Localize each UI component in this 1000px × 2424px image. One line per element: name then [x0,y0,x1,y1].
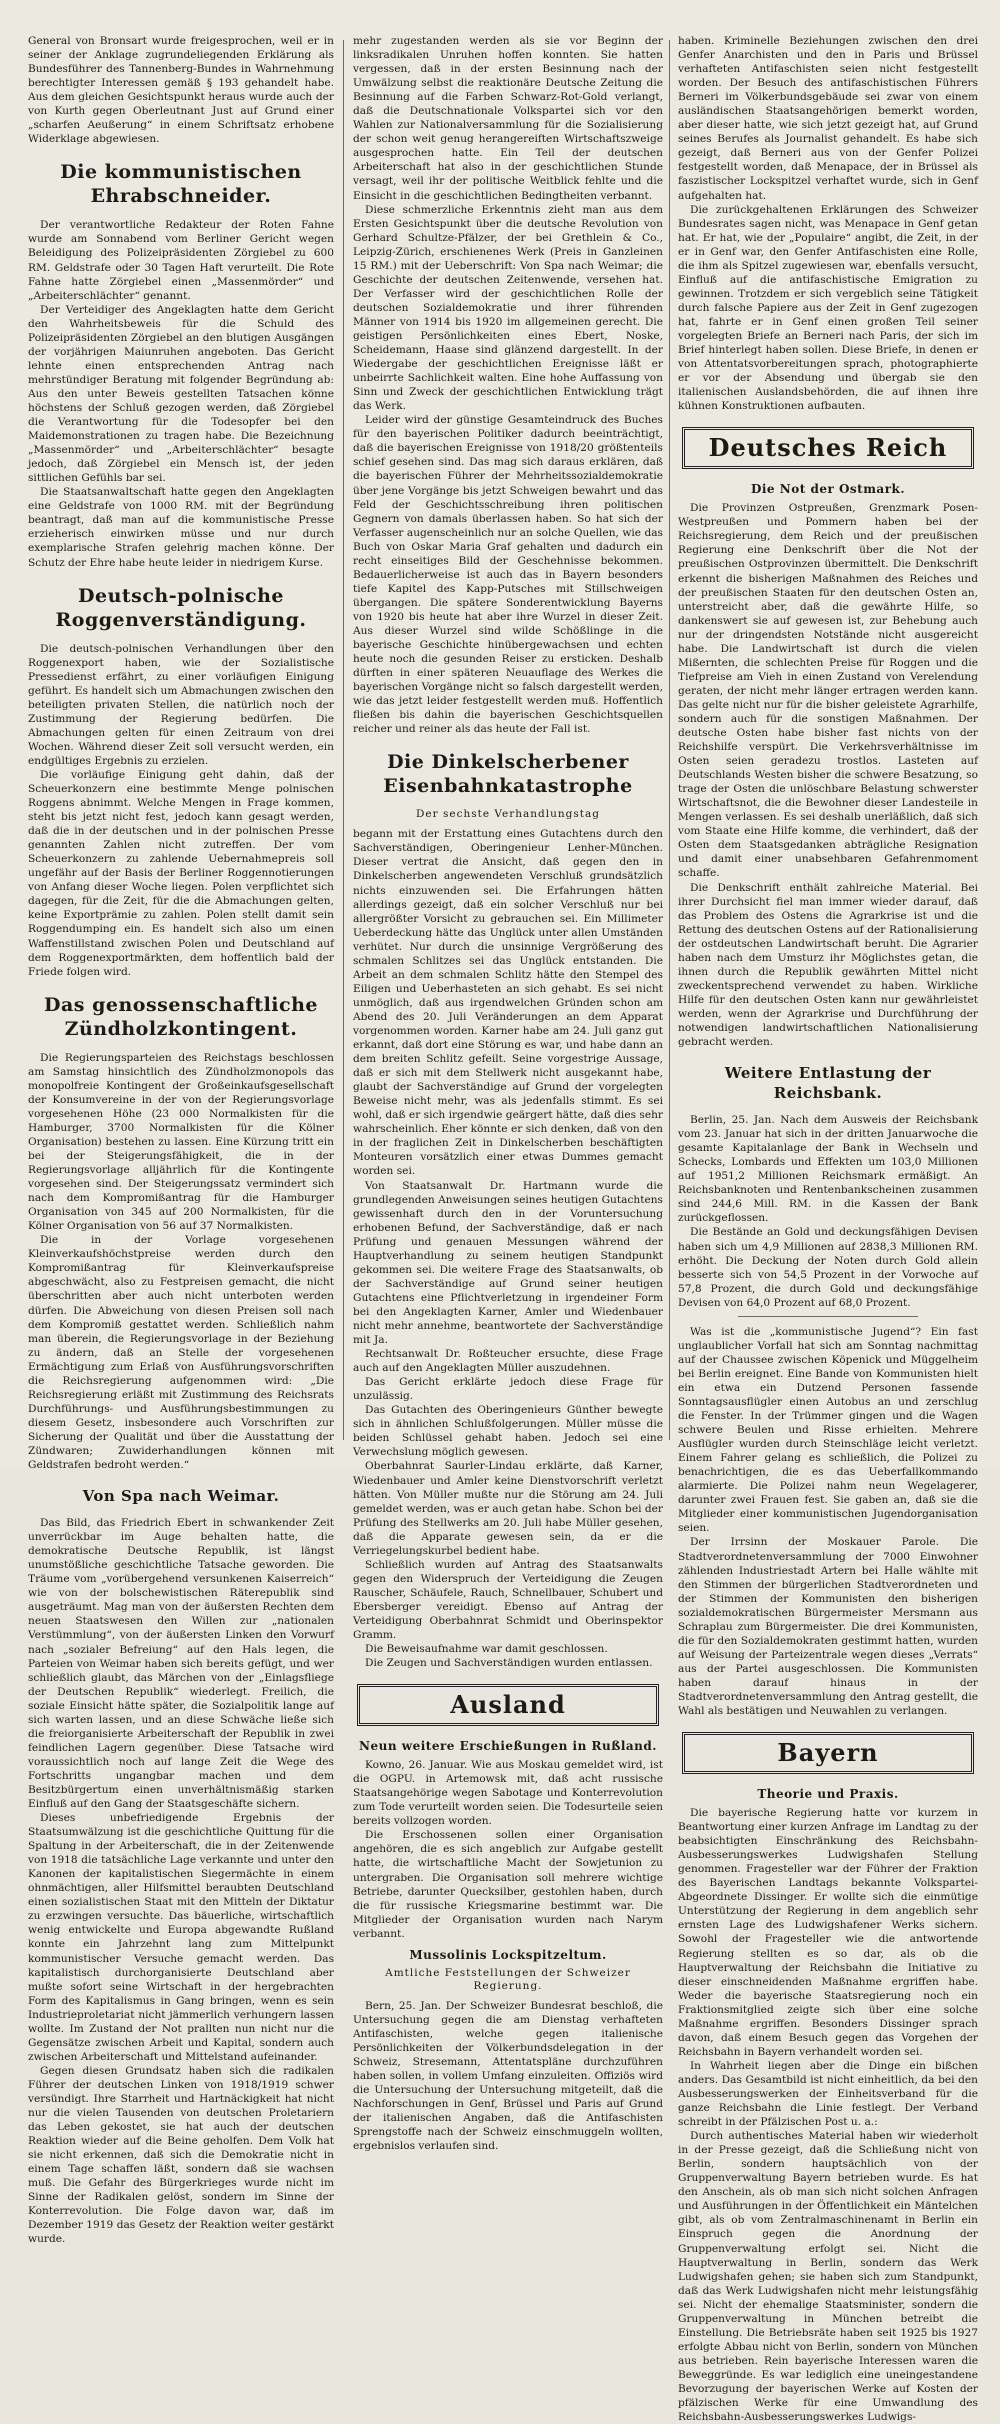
article-text: mehr zugestanden werden als sie vor Beginn der linksradikalen Unruhen hoffen konnten. Sie hatten vergessen, daß in der ersten Besinnung nach der Umwälzung selbst die reaktionäre Deutsche Zeitung die Besinnung auf die Farben Schwarz-Rot-Gold verlangt, daß die Deutschnationale Volkspartei sich vor den Wahlen zur Nationalversammlung für die Sozialisierung der schon weit genug herangereiften Wirtschaftszweige ausgesprochen hatte. Ein Teil der deutschen Arbeiterschaft hat also in der geschichtlichen Stunde versagt, weil ihr der politische Weitblick fehlte und die Einsicht in die geschichtlichen Bedingtheiten verbannt. [353,35,663,202]
article-text: Durch authentisches Material haben wir wiederholt in der Presse gezeigt, daß die Schließung nicht von Berlin, sondern hauptsächlich von der Gruppenverwaltung Bayern betrieben wurde. Es hat den Anschein, als ob man sich nicht solchen Anfragen und Ausführungen in der Öffentlichkeit ein Mäntelchen gibt, als ob vom Zentralmaschinenamt in Berlin ein Einspruch gegen die Anordnung der Gruppenverwaltung erfolgt sei. Nicht die Hauptverwaltung in Berlin, sondern das Werk Ludwigshafen gehen; sie haben sich zum Standpunkt, daß das Werk Ludwigshafen nicht mehr leistungsfähig sei. Nicht der ehemalige Staatsminister, sondern die Gruppenverwaltung in München betreibt die Einstellung. Die Betriebsräte haben seit 1925 bis 1927 erfolgte Abbau nicht von Berlin, sondern von München aus betrieben. Rein bayerische Interessen waren die Beweggründe. Es war lediglich eine uneingestandene Bevorzugung der bayerischen Werke auf Kosten der pfälzischen Werke für eine Umwandlung des Reichsbahn-Ausbesserungswerkes Ludwigs- [678,2130,978,2424]
headline: Deutsch-polnische Roggenverständigung. [55,584,307,631]
article-text: Die bayerische Regierung hatte vor kurzem in Beantwortung einer kurzen Anfrage im Landtag zu der beabsichtigten Einschränkung des Reichsbahn-Ausbesserungswerkes Ludwigshafen Stellung genommen. Fragesteller war der Führer der Fraktion des Bayerischen Landtags bekannte Volkspartei-Abgeordnete Dissinger. Er wollte sich die einmütige Unterstützung der Regierung in dem angeblich sehr ernsten Lage des Ludwigshafener Werks sichern. Sowohl der Fragesteller wie die antwortende Regierung stellten es so dar, als ob die Hauptverwaltung der Reichsbahn die Initiative zu dieser einschneidenden Maßnahme ergriffen habe. Weder die bayerische Staatsregierung noch ein Fraktionsmitglied zeigte sich über eine solche Maßnahme ergriffen. Besonders Dissinger sprach davon, daß einem Besuch gegen das Vorgehen der Reichsbahn in Bayern verhandelt worden sei. [678,1807,978,2058]
section-box-heading: Bayern [682,1732,974,1774]
headline: Theorie und Praxis. [757,1787,899,1802]
section-box-heading: Deutsches Reich [682,427,974,469]
article-text: Kowno, 26. Januar. Wie aus Moskau gemeldet wird, ist die OGPU. in Artemowsk mit, daß acht russische Staatsangehörige wegen Sabotage und Konterrevolution zum Tode verurteilt worden seien. Die Todesurteile seien bereits vollzogen worden. [353,1759,663,1828]
article-text: Berlin, 25. Jan. Nach dem Ausweis der Reichsbank vom 23. Januar hat sich in der dritten Januarwoche die gesamte Kapitalanlage der Bank in Wechseln und Schecks, Lombards und Effekten um 103,0 Millionen auf 1951,2 Millionen Reichsmark ermäßigt. An Reichsbanknoten und Rentenbankscheinen zusammen sind 244,6 Mill. RM. in die Kassen der Bank zurückgeflossen. [678,1114,978,1225]
article-text: Die Bestände an Gold und deckungsfähigen Devisen haben sich um 4,9 Millionen auf 2838,3 Millionen RM. erhöht. Die Deckung der Noten durch Gold allein besserte sich von 54,5 Prozent in der Vorwoche auf 57,8 Prozent, die durch Gold und deckungsfähige Devisen von 64,0 Prozent auf 68,0 Prozent. [678,1226,978,1309]
section-box-heading: Ausland [357,1684,659,1726]
article-text: Rechtsanwalt Dr. Roßteucher ersuchte, diese Frage auch auf den Angeklagten Müller auszudehnen. [353,1348,663,1375]
article-text: Die in der Vorlage vorgesehenen Kleinverkaufshöchstpreise werden durch den Kompromißantrag für Kleinverkaufspreise abgeschwächt, also zu Festpreisen gemacht, die nicht überschritten aber auch nicht unterboten werden dürfen. Die Abweichung von diesen Preisen soll nach dem Kompromiß gestattet werden. Schließlich nahm man überein, die Regierungsvorlage in der Beziehung zu ändern, daß an Stelle der vorgesehenen Ermächtigung zum Erlaß von Ausführungsvorschriften die Reichsregierung aufgenommen wird: „Die Reichsregierung erläßt mit Zustimmung des Reichsrats Durchführungs- und Ausführungsbestimmungen zu diesem Gesetz, insbesondere auch Vorschriften zur Sicherung der Qualität und über die Ausstattung der Zündwaren; Zuwiderhandlungen können mit Geldstrafen bedroht werden.“ [28,1234,334,1472]
article-text: Die Erschossenen sollen einer Organisation angehören, die es sich angeblich zur Aufgabe gestellt hatte, die wirtschaftliche Macht der Sowjetunion zu untergraben. Die Organisation soll mehrere wichtige Betriebe, darunter Quecksilber, gestohlen haben, durch die für russische Kriegsmarine bestimmt war. Die Mitglieder der Organisation wurden nach Narym verbannt. [353,1829,663,1940]
column-3 [678,34,978,2424]
article-text: haben. Kriminelle Beziehungen zwischen den drei Genfer Anarchisten und den in Paris und Brüssel verhafteten Antifaschisten seien nicht festgestellt worden. Der Besuch des antifaschistischen Führers Berneri im Völkerbundsgebäude sei zwar von einem ausländischen Staatsangehörigen bemerkt worden, aber dieser hatte, wie sich jetzt gezeigt hat, auf Grund seines Berufes als Journalist gehandelt. Es habe sich gezeigt, daß Berneri aus von der Genfer Polizei festgestellt worden, daß Menapace, der in Brüssel als faszistischer Lockspitzel verhaftet wurde, sich in Genf aufgehalten hat. [678,35,978,202]
article-text: Das Gericht erklärte jedoch diese Frage für unzulässig. [353,1376,663,1403]
article-text: General von Bronsart wurde freigesprochen, weil er in seiner der Anklage zugrundeliegenden Erklärung als Bundesführer des Tannenberg-Bundes in Wahrnehmung berechtigter Interessen gemäß § 193 gehandelt habe. Aus dem gleichen Gesichtspunkt heraus wurde auch der von Kurth gegen Oberleutnant Just auf Grund einer „scharfen Aeußerung“ in einem Schriftsatz erhobene Widerklage abgewiesen. [28,35,334,146]
subheadline: Amtliche Feststellungen der Schweizer Regierung. [385,1966,631,1992]
column-2 [353,34,663,2153]
headline: Neun weitere Erschießungen in Rußland. [359,1739,657,1754]
column-rule [343,40,344,1440]
article-text: Das Bild, das Friedrich Ebert in schwankender Zeit unverrückbar im Auge behalten hatte, die demokratische Deutsche Republik, ist längst unumstößliche geschichtliche Tatsache geworden. Die Träume vom „vorübergehend versunkenen Kaiserreich“ wie von der bolschewistischen Räterepublik sind ausgeträumt. Mag man von der äußersten Rechten dem neuen Staatswesen den Willen zur „nationalen Verstümmlung“, von der äußersten Linken den Vorwurf nach „sozialer Befreiung“ auf den Hals legen, die Parteien von Weimar haben sich bereits gefügt, und wer schließlich glaubt, das Märchen von der „Einlagsfliege der Deutschen Republik“ wiederlegt. Freilich, die soziale Einsicht hätte später, die Sozialpolitik lange auf sich warten lassen, und an diese Schwäche ließe sich die freiorganisierte Arbeiterschaft der Republik in zwei feindlichen Lagern gegenüber. Diese Tatsache wird voraussichtlich noch auf lange Zeit die Wege des Fortschritts ungangbar machen und dem Besitzbürgertum einen unverhältnismäßig starken Einfluß auf den Gang der Staatsgeschäfte sichern. [28,1517,334,1811]
article-text: begann mit der Erstattung eines Gutachtens durch den Sachverständigen, Oberingenieur Lenher-München. Dieser vertrat die Ansicht, daß gegen den in Dinkelscherben angewendeten Verschluß grundsätzlich nichts einzuwenden sei. Die Erfahrungen hätten allerdings gezeigt, daß ein solcher Verschluß nur bei allergrößter Vorsicht zu gebrauchen sei. Ein Millimeter Ueberdeckung hätte das Unglück unter allen Umständen verhütet. Nur durch die unsinnige Vergrößerung des schmalen Schlitzes sei das Unglück entstanden. Die Arbeit an dem schmalen Schlitz hätte den Stempel des Eiligen und Ueberhasteten an sich gehabt. Es sei nicht unmöglich, daß aus irgendwelchen Gründen schon am Abend des 20. Juli Veränderungen an dem Apparat vorgenommen worden. Karner habe am 24. Juli ganz gut erkannt, daß dort eine Störung es war, und habe dann an dem breiten Schlitz gefeilt. Seine vorgestrige Aussage, daß er sich mit dem Stellwerk nicht ausgekannt habe, glaubt der Sachverständige auf Grund der vorgelegten Beweise nicht mehr, was als jedenfalls stimmt. Es sei wohl, daß er sich irgendwie geärgert hätte, daß dies sehr wahrscheinlich. Eher könnte er sich denken, daß von den in der fraglichen Zeit in Dinkelscherben beschäftigten Monteuren vorsätzlich einer etwas Dummes gemacht worden sei. [353,828,663,1178]
article-text: Die Regierungsparteien des Reichstags beschlossen am Samstag hinsichtlich des Zündholzmonopols das monopolfreie Kontingent der Großeinkaufsgesellschaft der Konsumvereine in der von der Regierungsvorlage vorgesehenen Höhe (23 000 Normalkisten für die Hamburger, 3700 Normalkisten für die Kölner Organisation) bestehen zu lassen. Eine Kürzung tritt ein bei der Steigerungsfähigkeit, die in der Regierungsvorlage alljährlich für die Kontingente vorgesehen sind. Der Steigerungssatz vermindert sich nach dem Kompromißantrag für die Hamburger Organisation von 345 auf 200 Normalkisten, für die Kölner Organisation von 56 auf 37 Normalkisten. [28,1051,334,1233]
article-text: Leider wird der günstige Gesamteindruck des Buches für den bayerischen Politiker dadurch beeinträchtigt, daß die bayerischen Ereignisse von 1918/20 größtenteils schief gesehen sind. Das mag sich daraus erklären, daß die bayerischen Führer der Mehrheitssozialdemokratie über jene Vorgänge bis jetzt Schweigen bewahrt und das Feld der Geschichtsschreibung ihren politischen Gegnern von damals überlassen haben. So hat sich der Verfasser augenscheinlich nur an solche Quellen, wie das Buch von Oskar Maria Graf gehalten und dadurch ein recht einseitiges Bild der Geschehnisse bekommen. Bedauerlicherweise ist auch das in Bayern besonders tiefe Kapitel des Kapp-Putsches mit Stillschweigen übergangen. Die spätere Sonderentwicklung Bayerns von 1920 bis heute hat aber ihre Wurzel in dieser Zeit. Aus dieser Wurzel sind wilde Schößlinge in die bayerische Geschichte hinübergewachsen und echten heute noch die gesunden Reiser zu ersticken. Deshalb dürften in einer späteren Neuauflage des Werkes die bayerischen Vorgänge nicht so falsch dargestellt werden, wie das jetzt leider festgestellt werden muß. Hoffentlich fließen bis dahin die bayerischen Geschichtsquellen reicher und reiner als das heute der Fall ist. [353,414,663,736]
column-rule [669,40,670,1440]
article-text: In Wahrheit liegen aber die Dinge ein bißchen anders. Das Gesamtbild ist nicht einheitlich, da bei den Ausbesserungswerken der Einheitsverband für die ganze Reichsbahn die Linie festlegt. Der Verband schreibt in der Pfälzischen Post u. a.: [678,2059,978,2129]
article-text: Das Gutachten des Oberingenieurs Günther bewegte sich in ähnlichen Schlußfolgerungen. Müller müsse die beiden Schlüssel gehabt haben. Jedoch sei eine Verwechslung möglich gewesen. [353,1404,663,1459]
article-text: Die deutsch-polnischen Verhandlungen über den Roggenexport haben, wie der Sozialistische Pressedienst erfährt, zu einer vorläufigen Einigung geführt. Es handelt sich um Abmachungen zwischen den beteiligten privaten Stellen, die natürlich noch der Zustimmung der Regierung bedürfen. Die Abmachungen gelten für einen Zeitraum von drei Wochen. Während dieser Zeit soll versucht werden, ein endgültiges Ergebnis zu erzielen. [28,642,334,767]
article-text: Oberbahnrat Saurler-Lindau erklärte, daß Karner, Wiedenbauer und Amler keine Dienstvorschrift verletzt hätten. Von Müller mußte nur die Störung am 24. Juli gemeldet werden, was er auch getan habe. Schon bei der Prüfung des Stellwerks am 20. Juli habe Müller gesehen, daß die Apparate gewesen sein, da er die Verriegelungskurbel bedient habe. [353,1460,663,1557]
article-text: Die Staatsanwaltschaft hatte gegen den Angeklagten eine Geldstrafe von 1000 RM. mit der Begründung beantragt, daß man auf die kommunistische Presse erzieherisch einwirken müsse und nur durch exemplarische Strafen gelehrig machen könne. Der Schutz der Ehre habe heute leider in niedrigem Kurse. [28,486,334,569]
article-text: Der Irrsinn der Moskauer Parole. Die Stadtverordnetenversammlung der 7000 Einwohner zählenden Industriestadt Artern bei Halle wählte mit den Stimmen der bürgerlichen Stadtverordneten und der Stimmen der Kommunisten den bisherigen sozialdemokratischen Bürgermeister Mersmann aus Schraplau zum Bürgermeister. Die drei Kommunisten, die für den Sozialdemokraten gestimmt hatten, wurden auf Weisung der Parteizentrale wegen dieses „Verrats“ aus der Partei ausgeschlossen. Die Kommunisten haben darauf hinaus in der Stadtverordnetenversammlung den Antrag gestellt, die Wahl als bestätigen und Neuwahlen zu verlangen. [678,1536,978,1718]
article-text: Die Provinzen Ostpreußen, Grenzmark Posen-Westpreußen und Pommern haben bei der Reichsregierung, dem Reich und der preußischen Regierung eine Denkschrift über die Not der preußischen Ostprovinzen übermittelt. Die Denkschrift erkennt die bisherigen Maßnahmen des Reiches und der preußischen Staaten für den deutschen Osten an, unterstreicht aber, daß die gewährte Hilfe, so dankenswert sie auf gewesen ist, zur Behebung auch nur der dringendsten Notstände nicht ausgereicht habe. Die Landwirtschaft ist durch die vielen Mißernten, die schlechten Preise für Roggen und die Tiefpreise am Vieh in einen Zustand von Verelendung geraten, der nicht mehr länger ertragen werden kann. Das gelte nicht nur für die bisher geleistete Agrarhilfe, sondern auch für die sonstigen Maßnahmen. Der deutsche Osten habe bisher fast nichts von der Reichshilfe verspürt. Die Verkehrsverhältnisse im Osten seien geradezu trostlos. Lasteten auf Deutschlands Westen bisher die schwere Besatzung, so trage der Osten die unlöschbare Belastung schwerster Wirtschaftsnot, die die Bewohner dieser Landesteile in Mengen verlassen. Es sei deshalb unerläßlich, daß sich vom Staate eine Hilfe komme, die verhindert, daß der Osten dem Staatsgedanken abträgliche Resignation und damit einer unabsehbaren Gefahrenmoment schaffe. [678,502,978,880]
article-text: Die zurückgehaltenen Erklärungen des Schweizer Bundesrates sagen nicht, was Menapace in Genf getan hat. Er hat, wie der „Populaire“ angibt, die Zeit, in der er in Genf war, den Genfer Antifaschisten eine Rolle, die ihm als Spitzel zugewiesen war, ebenfalls versucht, Einfluß auf die antifaschistische Emigration zu gewinnen. Trotzdem er sich vergeblich seine Tätigkeit durch falsche Papiere aus der Zeit in Genf zugezogen hat, fahrte er in Genf einen großen Teil seiner vorgelegten Briefe an Berneri nach Paris, der sich im Brief hinterlegt haben sollen. Diese Briefe, in denen er von Attentatsvorbereitungen sprach, photographierte er vor der Absendung und übergab sie den italienischen Auslandsbehörden, die auf ihnen ihre kühnen Konstruktionen aufbauten. [678,203,978,413]
divider [738,1316,918,1317]
article-text: Von Staatsanwalt Dr. Hartmann wurde die grundlegenden Anweisungen seines heutigen Gutachtens gewissenhaft durch den in der Voruntersuchung erhobenen Befund, der Sachverständige, daß er nach Prüfung und genauen Messungen während der Hauptverhandlung zu seinem heutigen Standpunkt gekommen sei. Die weitere Frage des Staatsanwalts, ob der Sachverständige auf Grund seiner heutigen Gutachtens eine Pflichtverletzung in irgendeiner Form bei den Angeklagten Karner, Amler und Wiedenbauer nicht mehr annehme, beantwortete der Sachverständige mit Ja. [353,1179,663,1347]
article-text: Dieses unbefriedigende Ergebnis der Staatsumwälzung ist die geschichtliche Quittung für die Spaltung in der Arbeiterschaft, die in der Zeitenwende von 1918 die tatsächliche Lage verkannte und unter den Kanonen der kapitalistischen Siegermächte in einem ohnmächtigen, aller Hilfsmittel beraubten Deutschland einen sozialistischen Staat mit den Mitteln der Diktatur zu erzwingen versuchte. Das bäuerliche, wirtschaftlich wenig entwickelte und Europa abgewandte Rußland konnte ein Jahrzehnt lang zum Mittelpunkt kommunistischer Versuche gemacht werden. Das kapitalistisch durchorganisierte Deutschland aber mußte sofort seine Wirtschaft in der hergebrachten Form des Kapitalismus in Gang bringen, wenn es sein Industrieproletariat nicht jämmerlich verhungern lassen wollte. Im Zustand der Not prallten nun nicht nur die Gegensätze zwischen Arbeit und Kapital, sondern auch zwischen Arbeiterschaft und Mittelstand aufeinander. [28,1812,334,2063]
headline: Die Not der Ostmark. [750,482,906,497]
headline: Von Spa nach Weimar. [82,1487,280,1506]
article-text: Die Zeugen und Sachverständigen wurden entlassen. [365,1657,653,1670]
article-text: Der Verteidiger des Angeklagten hatte dem Gericht den Wahrheitsbeweis für die Schuld des Polizeipräsidenten Zörgiebel an den blutigen Ausgängen der vorjährigen Maiunruhen angeboten. Das Gericht lehnte einen entsprechenden Antrag nach mehrstündiger Beratung mit folgender Begründung ab: Aus den unter Beweis gestellten Tatsachen könne höchstens der Schluß gezogen werden, daß Zörgiebel die Verantwortung für die Todesopfer bei den Maidemonstrationen zu tragen habe. Die Bezeichnung „Massenmörder“ und „Arbeiterschlächter“ besagte jedoch, daß Zörgiebel ein Mensch ist, der jeden sittlichen Gefühls bar sei. [28,303,334,485]
article-text: Diese schmerzliche Erkenntnis zieht man aus dem Ersten Gesichtspunkt über die deutsche Revolution von Gerhard Schultze-Pfälzer, der bei Grethlein & Co., Leipzig-Zürich, erschienenes Werk (Preis in Ganzleinen 15 RM.) mit der Ueberschrift: Von Spa nach Weimar; die Geschichte der deutschen Zeitenwende, versehen hat. Der Verfasser wird der geschichtlichen Rolle der deutschen Sozialdemokratie und ihrer führenden Männer von 1914 bis 1920 im allgemeinen gerecht. Die geistigen Persönlichkeiten eines Ebert, Noske, Scheidemann, Haase sind glänzend dargestellt. In der Wiedergabe der geschichtlichen Ereignisse läßt er unbeirrte Sachlichkeit walten. Eine hohe Auffassung von Sinn und Zweck der geschichtlichen Entwicklung trägt das Werk. [353,203,663,413]
headline: Mussolinis Lockspitzeltum. [409,1947,607,1962]
article-text: Die vorläufige Einigung geht dahin, daß der Scheuerkonzern eine bestimmte Menge polnischen Roggens abnimmt. Welche Mengen in Frage kommen, steht bis jetzt nicht fest, jedoch kann gesagt werden, daß die in der deutschen und in der polnischen Presse genannten Zahlen nicht zutreffen. Der vom Scheuerkonzern zu zahlende Uebernahmepreis soll ungefähr auf der Basis der Berliner Roggennotierungen von Anfang dieser Woche liegen. Polen verpflichtet sich dagegen, für die Zeit, für die die Abmachungen gelten, keine Exportprämie zu zahlen. Polen stellt damit sein Roggendumping ein. Es handelt sich also um einen Waffenstillstand zwischen Polen und Deutschland auf dem Roggenexportmärkten, dem hoffentlich bald der Friede folgen wird. [28,768,334,978]
article-text: Gegen diesen Grundsatz haben sich die radikalen Führer der deutschen Linken von 1918/1919 schwer versündigt. Ihre Starrheit und Hartnäckigkeit hat nicht nur die vielen Tausenden von deutschen Proletariern das Leben gekostet, sie hat auch der deutschen Reaktion wieder auf die Beine geholfen. Dem Volk hat sie nicht erkennen, daß sich die Demokratie nicht in einem Tage schaffen läßt, sondern daß sie wachsen muß. Die Gefahr des Bürgerkrieges wurde nicht im Sinne der Radikalen gelöst, sondern im Sinne der Konterrevolution. Die Folge davon war, daß im Dezember 1919 das Gesetz der Reaktion weiter gestärkt wurde. [28,2064,334,2246]
article-text: Was ist die „kommunistische Jugend“? Ein fast unglaublicher Vorfall hat sich am Sonntag nachmittag auf der Chaussee zwischen Köpenick und Müggelheim bei Berlin ereignet. Eine Bande von Kommunisten hielt ein etwa ein Dutzend Personen fassende Sonntagsausflügler einen Autobus an und zerschlug die Fenster. In der Trümmer gingen und die Wagen schwere Beulen und Risse erhielten. Mehrere Ausflügler wurden durch Steinschläge leicht verletzt. Einem Fahrer gelang es schließlich, die Polizei zu benachrichtigen, die es das Ueberfallkommando alarmierte. Die Polizei nahm neun Wegelagerer, darunter zwei Frauen fest. Sie gaben an, daß sie die Mitglieder einer kommunistischen Jugendorganisation seien. [678,1325,978,1535]
article-text: Schließlich wurden auf Antrag des Staatsanwalts gegen den Widerspruch der Verteidigung die Zeugen Rauscher, Schäufele, Rauch, Schnellbauer, Schubert und Ebersberger vereidigt. Ebenso auf Antrag der Verteidigung Oberbahnrat Schmidt und Oberinspektor Gramm. [353,1558,663,1642]
headline: Weitere Entlastung der Reichsbank. [724,1064,932,1103]
article-text: Der verantwortliche Redakteur der Roten Fahne wurde am Sonnabend vom Berliner Gericht wegen Beleidigung des Polizeipräsidenten Zörgiebel zu 600 RM. Geldstrafe oder 30 Tagen Haft verurteilt. Die Rote Fahne hatte Zörgiebel einen „Massenmörder“ und „Arbeiterschlächter“ genannt. [28,219,334,302]
subheadline: Der sechste Verhandlungstag [416,808,600,821]
column-1 [28,34,334,2246]
headline: Die kommunistischen Ehrabschneider. [60,161,302,208]
article-text: Die Denkschrift enthält zahlreiche Material. Bei ihrer Durchsicht fiel man immer wieder darauf, daß das Problem des Ostens die Agrarkrise ist und die Rettung des deutschen Ostens auf der Rationalisierung der ostdeutschen Landwirtschaft beruht. Die Agrarier haben nach dem Umsturz ihr Möglichstes getan, die ihnen durch die Republik gewährten Mittel nicht zweckentsprechend verwendet zu haben. Wirkliche Hilfe für den deutschen Osten kann nur gewährleistet werden, wenn der Agrarkrise und Durchführung der notwendigen landwirtschaftlichen Nationalisierung gebracht werden. [678,881,978,1049]
article-text: Die Beweisaufnahme war damit geschlossen. [365,1643,608,1656]
headline: Das genossenschaftliche Zündholzkontingent. [43,993,318,1040]
headline: Die Dinkelscherbener Eisenbahnkatastrophe [383,751,633,798]
article-text: Bern, 25. Jan. Der Schweizer Bundesrat beschloß, die Untersuchung gegen die am Dienstag verhafteten Antifaschisten, welche gegen italienische Persönlichkeiten der Völkerbundsdelegation in der Schweiz, Stresemann, Attentatspläne durchzuführen haben sollen, in vollem Umfang einzuleiten. Offiziös wird die Untersuchung der Untersuchung mitgeteilt, daß die Nachforschungen in Genf, Brüssel und Paris auf Grund der italienischen Angaben, daß die Antifaschisten Sprengstoffe nach der Schweiz einschmuggeln wollten, ergebnislos verlaufen sind. [353,1999,663,2153]
